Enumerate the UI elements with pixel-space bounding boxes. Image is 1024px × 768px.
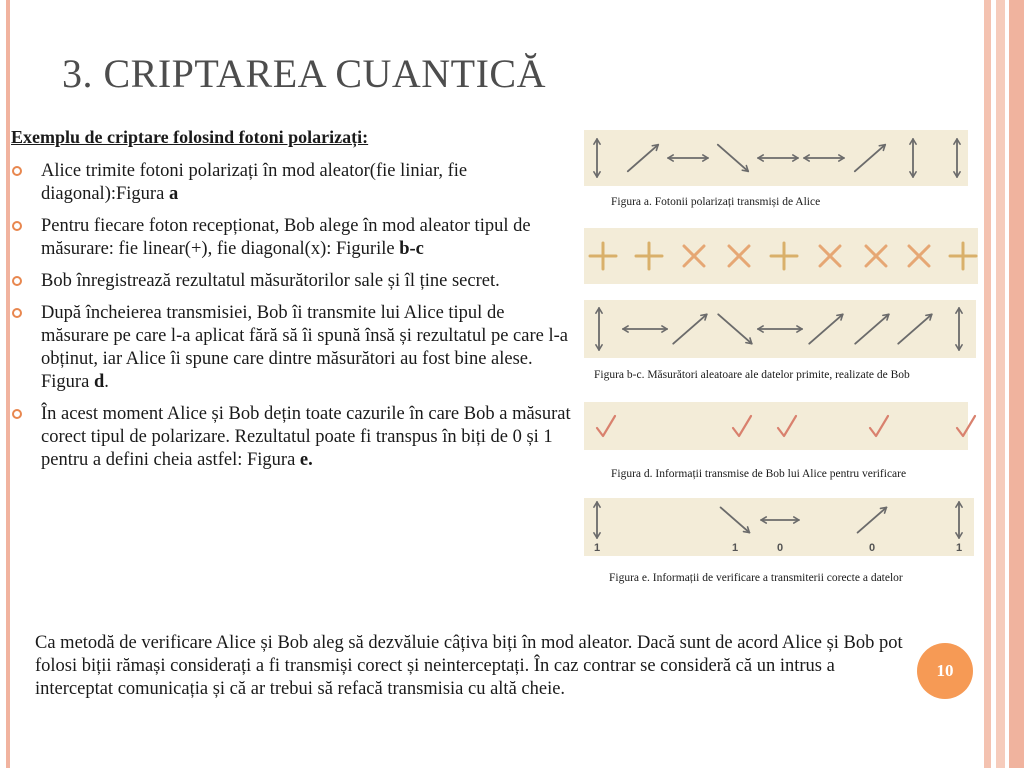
bullet-bold: b-c [399,239,424,259]
subheading: Exemplu de criptare folosind fotoni polarizați: [11,127,369,147]
check-icon [957,416,975,436]
bullet-text: Bob înregistrează rezultatul măsurătorilor sale și îl ține secret. [41,271,500,291]
photon-a-diag-right-arrow [855,145,885,172]
figure-bc-caption: Figura b-c. Măsurători aleatoare ale datelor primite, realizate de Bob [594,369,910,381]
photon-a-diag-left-arrow [718,145,748,172]
photon-c-diag-left-arrow [718,314,752,343]
bullet-text: Alice trimite fotoni polarizați în mod aleator(fie liniar, fie diagonal):Figura [41,161,468,204]
photon-c-diag-right-arrow [898,314,932,343]
key-bit-label: 1 [731,542,739,554]
key-bit-label: 1 [955,542,963,554]
bullet-text: În acest moment Alice și Bob dețin toate cazurile în care Bob a măsurat corect tipul de polarizare. Rezultatul poate fi transpus în biți de 0 și 1 pentru a defini cheia astfel: Figura [41,404,571,470]
check-icon [778,416,796,436]
photon-c-diag-right-arrow [855,314,889,343]
check-icon [597,416,615,436]
page-number-badge: 10 [917,643,973,699]
photon-a-diag-right-arrow [628,145,658,172]
bullet-bold: e. [299,450,313,470]
photon-c-diag-right-arrow [809,314,843,343]
bullet-bold: d [93,372,105,392]
photon-c-diag-right-arrow [673,314,707,343]
bullet-tail: . [104,372,109,392]
figure-a-caption: Figura a. Fotonii polarizați transmiși de Alice [611,196,821,208]
slide-title: 3. CRIPTAREA CUANTICĂ [62,51,546,96]
conclusion-paragraph: Ca metodă de verificare Alice și Bob aleg să dezvăluie câțiva biți în mod aleator. Dacă sunt de acord Alice și Bob pot folosi biții rămași considerați a fi transmiși corect și neinterceptați. În caz contrar se consideră că un intrus a interceptat comunicația și că ar trebui să refacă transmisia cu altă cheie. [35,633,903,699]
bullet-text: Pentru fiecare foton recepționat, Bob alege în mod aleator tipul de măsurare: fie linear(+), fie diagonal(x): Figurile [41,216,531,259]
key-bit-label: 0 [776,542,784,554]
figure-e-caption: Figura e. Informații de verificare a transmiterii corecte a datelor [609,572,903,584]
key-bit-label: 0 [868,542,876,554]
key-bit-label: 1 [593,542,601,554]
bullet-text: După încheierea transmisiei, Bob îi transmite lui Alice tipul de măsurare pe care l-a aplicat fără să îi spună însă și rezultatul pe care l-a obținut, iar Alice îi spune care dintre măsurători au fost bine alese. Figura [41,303,568,392]
figure-d-caption: Figura d. Informații transmise de Bob lui Alice pentru verificare [611,468,907,480]
photon-e-diag-right-arrow [858,507,887,532]
check-icon [870,416,888,436]
photon-e-diag-left-arrow [721,507,750,532]
bullet-bold: a [168,184,179,204]
check-icon [733,416,751,436]
